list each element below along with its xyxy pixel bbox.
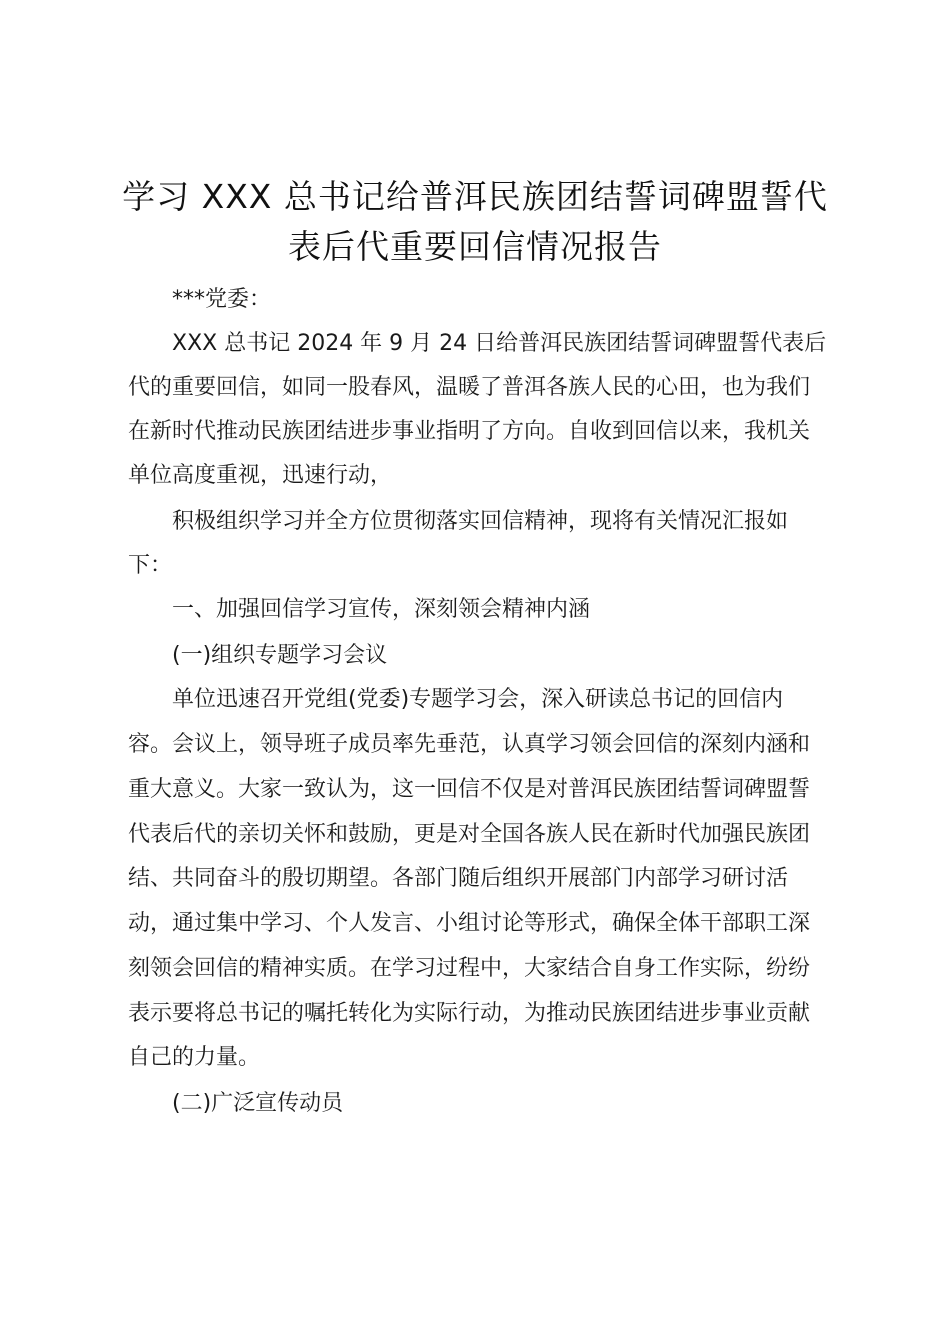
paragraph2-line: 下： xyxy=(128,553,173,578)
subheading-1: (一)组织专题学习会议 xyxy=(172,643,388,668)
document-title-line-2: 表后代重要回信情况报告 xyxy=(288,227,662,266)
paragraph1-line: 单位高度重视，迅速行动， xyxy=(128,463,393,488)
paragraph1-line: XXX 总书记 2024 年 9 月 24 日给普洱民族团结誓词碑盟誓代表后 xyxy=(172,331,827,356)
paragraph3-line: 代表后代的亲切关怀和鼓励，更是对全国各族人民在新时代加强民族团 xyxy=(128,822,811,847)
document-title-line-1: 学习 XXX 总书记给普洱民族团结誓词碑盟誓代 xyxy=(122,177,828,216)
paragraph1-line: 代的重要回信，如同一股春风，温暖了普洱各族人民的心田，也为我们 xyxy=(128,375,811,400)
subheading-2: (二)广泛宣传动员 xyxy=(172,1091,344,1116)
paragraph3-line: 重大意义。大家一致认为，这一回信不仅是对普洱民族团结誓词碑盟誓 xyxy=(128,777,811,802)
paragraph3-line: 动，通过集中学习、个人发言、小组讨论等形式，确保全体干部职工深 xyxy=(128,911,811,936)
paragraph3-line: 单位迅速召开党组(党委)专题学习会，深入研读总书记的回信内 xyxy=(172,687,784,712)
paragraph3-line: 刻领会回信的精神实质。在学习过程中，大家结合自身工作实际，纷纷 xyxy=(128,956,811,981)
salutation: ***党委： xyxy=(172,287,272,312)
paragraph1-line: 在新时代推动民族团结进步事业指明了方向。自收到回信以来，我机关 xyxy=(128,419,811,444)
paragraph3-line: 自己的力量。 xyxy=(128,1045,261,1070)
paragraph3-line: 容。会议上，领导班子成员率先垂范，认真学习领会回信的深刻内涵和 xyxy=(128,732,811,757)
paragraph2-line: 积极组织学习并全方位贯彻落实回信精神，现将有关情况汇报如 xyxy=(172,509,789,534)
paragraph3-line: 表示要将总书记的嘱托转化为实际行动，为推动民族团结进步事业贡献 xyxy=(128,1001,811,1026)
section-heading-1: 一、加强回信学习宣传，深刻领会精神内涵 xyxy=(172,597,591,622)
paragraph3-line: 结、共同奋斗的殷切期望。各部门随后组织开展部门内部学习研讨活 xyxy=(128,866,789,891)
